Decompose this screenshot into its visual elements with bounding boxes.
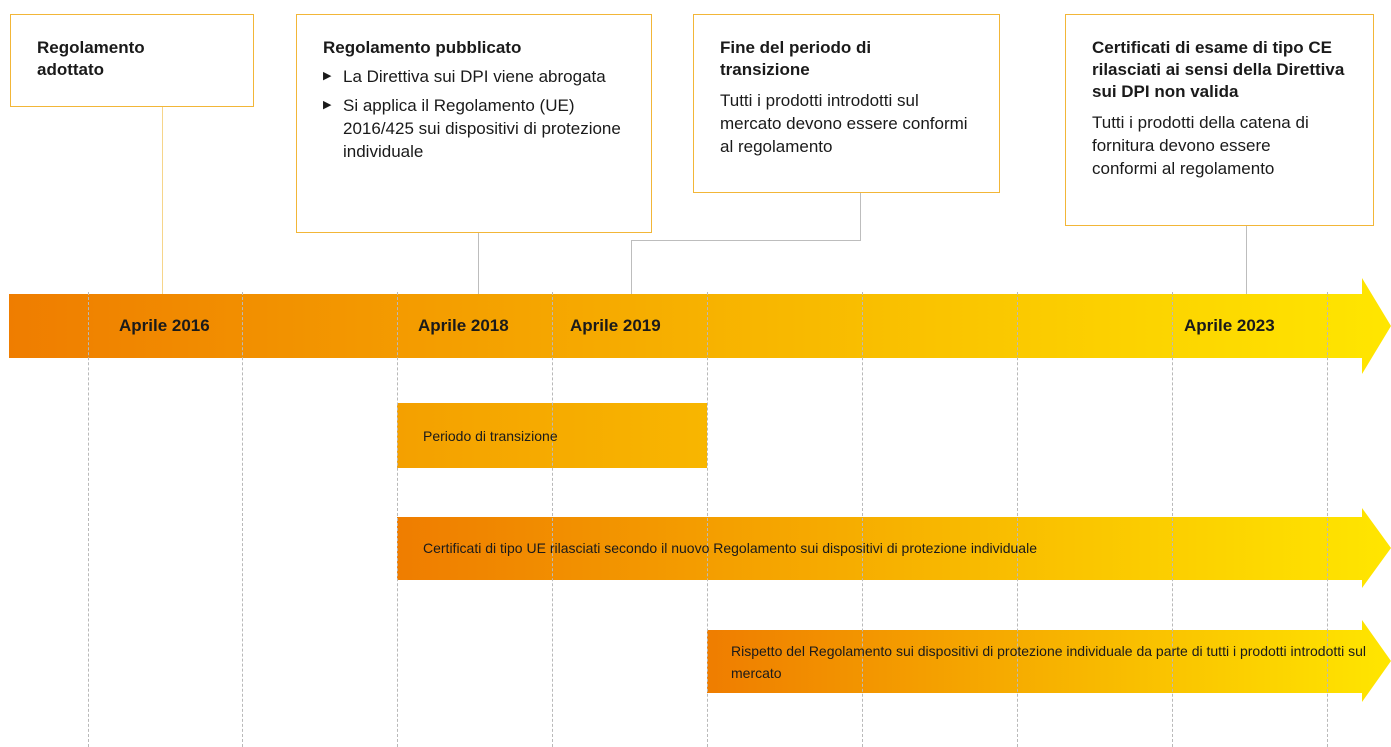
eu-certificates-label: Certificati di tipo UE rilasciati secondo il nuovo Regolamento sui dispositivi di protezione individuale (423, 540, 1037, 556)
gridline (552, 292, 553, 747)
callout-title: Regolamento pubblicato (323, 38, 522, 57)
callout-certificates-invalid (1065, 14, 1374, 226)
gridline (707, 292, 708, 747)
triangle-bullet-icon: ▶ (323, 99, 332, 111)
gridline (242, 292, 243, 747)
connector-line (631, 240, 861, 241)
connector-line (162, 107, 163, 294)
callout-regulation-adopted (10, 14, 254, 107)
gridline (397, 292, 398, 747)
callout-title: Regolamento adottato (37, 38, 145, 79)
connector-line (860, 193, 861, 240)
callout-bullet-item: ▶ La Direttiva sui DPI viene abrogata (323, 67, 606, 86)
callout-title: Fine del periodo di transizione (720, 38, 872, 79)
year-label: Aprile 2016 (119, 316, 210, 335)
callout-title: Certificati di esame di tipo CE rilasciati ai sensi della Direttiva sui DPI non valida (1092, 38, 1345, 101)
callout-bullet-item: ▶ Si applica il Regolamento (UE) 2016/425 sui dispositivi di protezione individuale (323, 96, 621, 161)
compliance-label: Rispetto del Regolamento sui dispositivi di protezione individuale da parte di tutti i prodotti introdotti sul mercato (731, 643, 1367, 681)
gridline (88, 292, 89, 747)
transition-period-label: Periodo di transizione (423, 428, 558, 444)
connector-line (631, 240, 632, 294)
callout-end-transition (693, 14, 1000, 193)
callout-regulation-published (296, 14, 652, 233)
callout-body: Tutti i prodotti introdotti sul mercato devono essere conformi al regolamento (720, 91, 968, 156)
callout-body: Tutti i prodotti della catena di fornitura devono essere conformi al regolamento (1092, 113, 1309, 178)
year-label: Aprile 2018 (418, 316, 509, 335)
connector-line (478, 233, 479, 294)
callout-bullet-list (323, 65, 631, 163)
triangle-bullet-icon: ▶ (323, 70, 332, 82)
connector-line (1246, 226, 1247, 294)
year-label: Aprile 2019 (570, 316, 661, 335)
year-label: Aprile 2023 (1184, 316, 1275, 335)
